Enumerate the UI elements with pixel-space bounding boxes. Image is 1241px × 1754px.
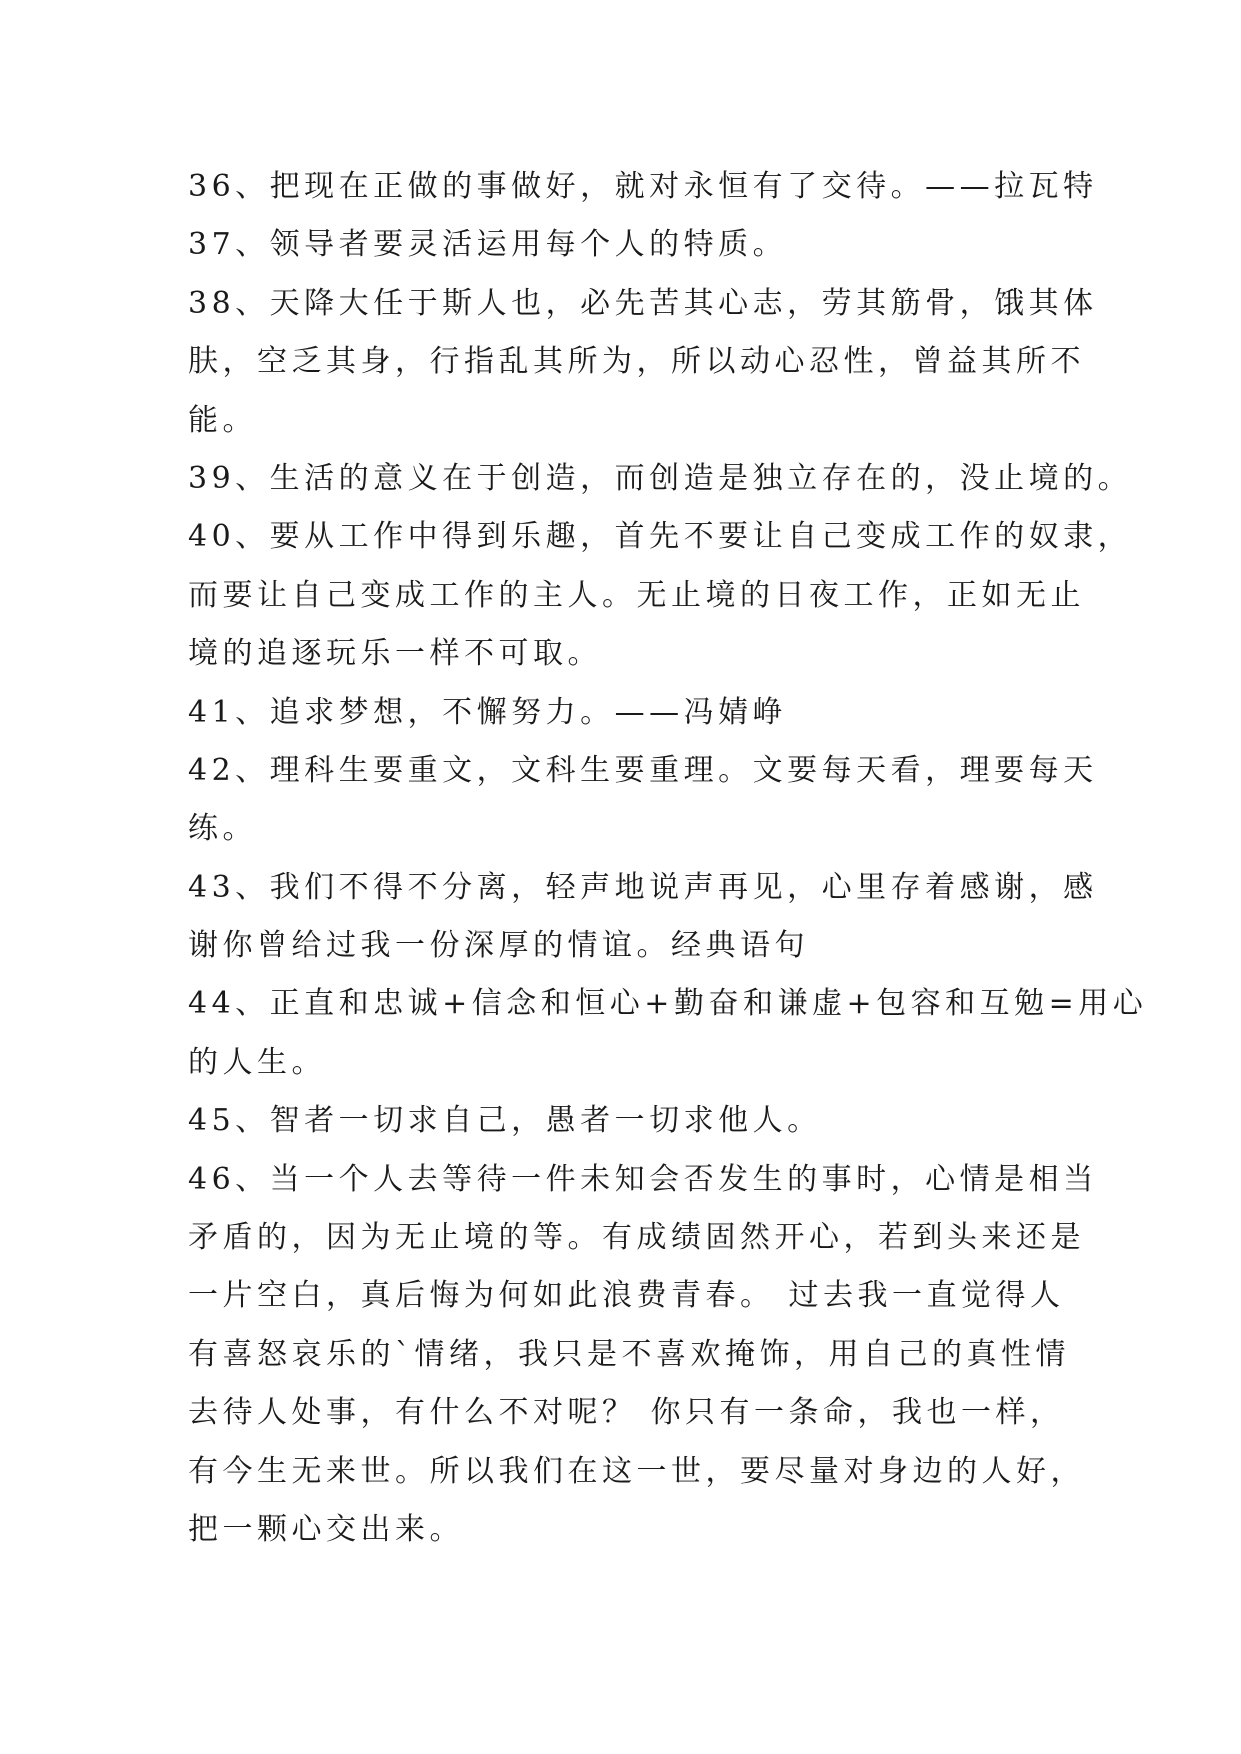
text-line: 谢你曾给过我一份深厚的情谊。经典语句 bbox=[188, 928, 809, 964]
text-line: 37、领导者要灵活运用每个人的特质。 bbox=[188, 227, 788, 263]
text-line: 有喜怒哀乐的`情绪，我只是不喜欢掩饰，用自己的真性情 bbox=[188, 1336, 1070, 1372]
text-line: 39、生活的意义在于创造，而创造是独立存在的，没止境的。 bbox=[188, 460, 1133, 496]
text-line: 把一颗心交出来。 bbox=[188, 1511, 464, 1547]
text-line: 有今生无来世。所以我们在这一世，要尽量对身边的人好， bbox=[188, 1453, 1085, 1489]
text-line: 肤，空乏其身，行指乱其所为，所以动心忍性，曾益其所不 bbox=[188, 344, 1085, 380]
text-line: 40、要从工作中得到乐趣，首先不要让自己变成工作的奴隶， bbox=[188, 519, 1133, 555]
text-line: 38、天降大任于斯人也，必先苦其心志，劳其筋骨，饿其体 bbox=[188, 285, 1098, 321]
text-line: 45、智者一切求自己，愚者一切求他人。 bbox=[188, 1103, 822, 1139]
text-line: 44、正直和忠诚+信念和恒心+勤奋和谦虚+包容和互勉=用心 bbox=[188, 986, 1148, 1022]
text-line: 42、理科生要重文，文科生要重理。文要每天看，理要每天 bbox=[188, 752, 1098, 788]
text-line: 41、追求梦想，不懈努力。——冯婧峥 bbox=[188, 694, 788, 730]
text-line: 一片空白，真后悔为何如此浪费青春。 过去我一直觉得人 bbox=[188, 1278, 1065, 1314]
text-line: 能。 bbox=[188, 402, 257, 438]
text-line: 去待人处事，有什么不对呢？ 你只有一条命，我也一样， bbox=[188, 1395, 1065, 1431]
text-line: 的人生。 bbox=[188, 1044, 326, 1080]
text-line: 练。 bbox=[188, 811, 257, 847]
text-line: 46、当一个人去等待一件未知会否发生的事时，心情是相当 bbox=[188, 1161, 1098, 1197]
text-line: 矛盾的，因为无止境的等。有成绩固然开心，若到头来还是 bbox=[188, 1220, 1085, 1256]
text-line: 36、把现在正做的事做好，就对永恒有了交待。——拉瓦特 bbox=[188, 169, 1098, 204]
text-line: 而要让自己变成工作的主人。无止境的日夜工作，正如无止 bbox=[188, 577, 1085, 613]
text-line: 境的追逐玩乐一样不可取。 bbox=[188, 636, 602, 672]
document-body bbox=[188, 158, 1148, 1559]
text-line: 43、我们不得不分离，轻声地说声再见，心里存着感谢，感 bbox=[188, 869, 1098, 905]
